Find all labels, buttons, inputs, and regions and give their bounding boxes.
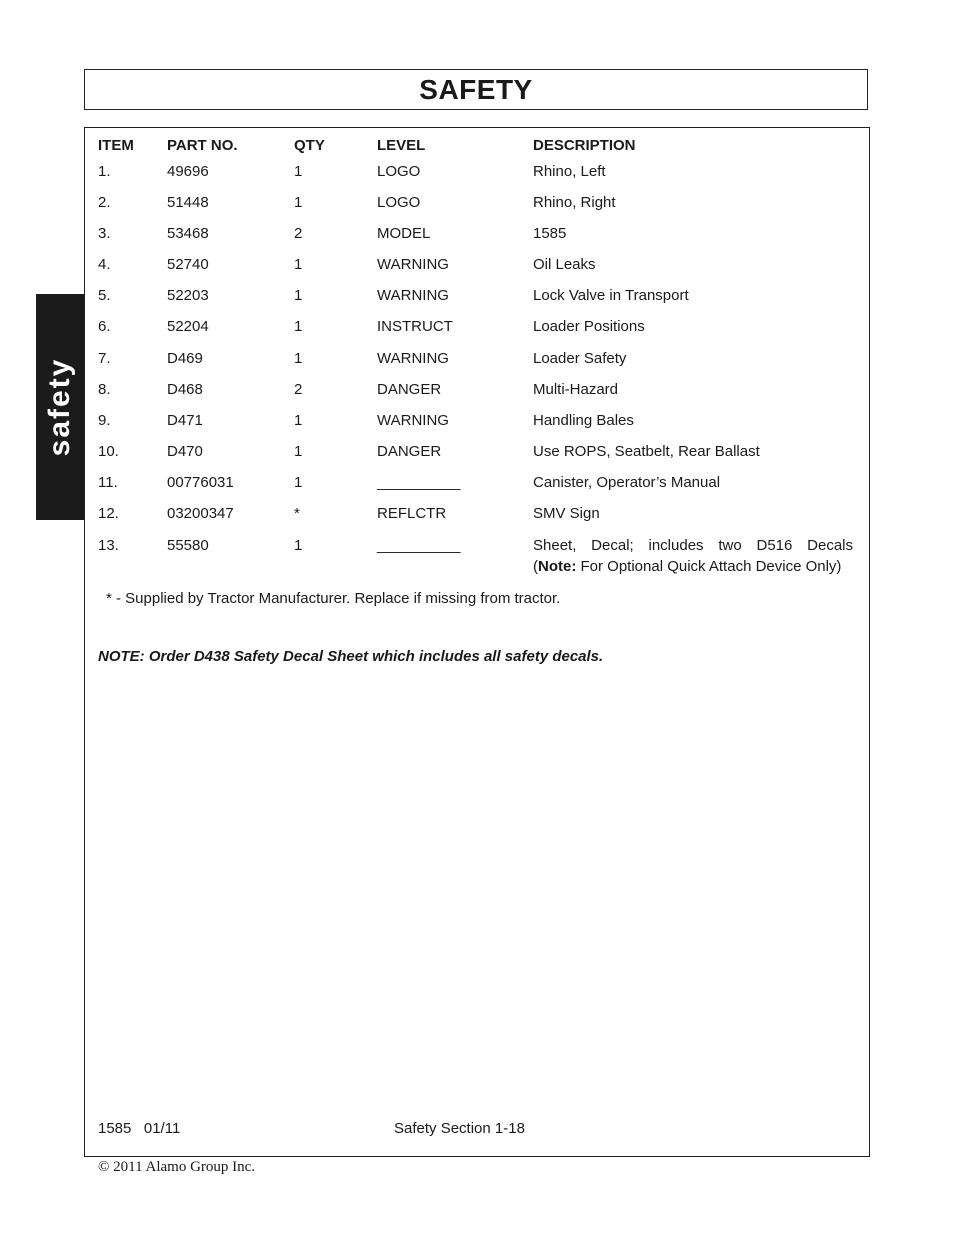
cell-item: 11. [98,474,118,491]
cell-part-no: 00776031 [167,474,234,491]
cell-level: LOGO [377,194,421,211]
cell-level: WARNING [377,412,449,429]
cell-qty: * [294,505,300,522]
page-title-box [84,69,868,110]
cell-qty: 2 [294,381,303,398]
cell-description: Lock Valve in Transport [533,287,689,304]
cell-part-no: 52203 [167,287,209,304]
table-row [0,443,954,463]
copyright: © 2011 Alamo Group Inc. [98,1159,256,1175]
cell-item: 2. [98,194,111,211]
cell-description: Loader Safety [533,350,627,367]
cell-item: 1. [98,163,111,180]
description-note-text: For Optional Quick Attach Device Only) [576,558,842,575]
cell-item: 8. [98,381,111,398]
table-row [0,163,954,183]
cell-item: 4. [98,256,111,273]
cell-part-no: 55580 [167,537,209,554]
description-word: Sheet, [533,537,577,554]
cell-description: 1585 [533,225,567,242]
table-row [0,505,954,525]
cell-level: INSTRUCT [377,318,453,335]
cell-description-multiline [533,535,853,577]
cell-qty: 1 [294,443,303,460]
table-row [0,318,954,338]
cell-qty: 1 [294,287,303,304]
cell-level: WARNING [377,350,449,367]
cell-level: WARNING [377,256,449,273]
footnote: * - Supplied by Tractor Manufacturer. Replace if missing from tractor. [106,590,561,607]
cell-part-no: D471 [167,412,203,429]
description-word: includes [648,537,704,554]
cell-part-no: D468 [167,381,203,398]
cell-qty: 1 [294,194,303,211]
header-item: ITEM [98,137,134,154]
cell-level: __________ [377,474,461,491]
description-line-1 [533,535,853,556]
cell-part-no: 51448 [167,194,209,211]
cell-level: LOGO [377,163,421,180]
cell-item: 7. [98,350,111,367]
table-row [0,287,954,307]
side-tab-label: safety [43,357,76,457]
order-note: NOTE: Order D438 Safety Decal Sheet which includes all safety decals. [98,648,604,665]
cell-item: 5. [98,287,111,304]
cell-qty: 1 [294,537,303,554]
cell-description: Use ROPS, Seatbelt, Rear Ballast [533,443,760,460]
cell-qty: 1 [294,318,303,335]
cell-description: Handling Bales [533,412,634,429]
table-row [0,474,954,494]
description-word: Decal; [591,537,634,554]
cell-level: __________ [377,537,461,554]
description-word: two [718,537,742,554]
cell-item: 10. [98,443,119,460]
cell-qty: 1 [294,412,303,429]
cell-qty: 1 [294,350,303,367]
cell-part-no: 53468 [167,225,209,242]
description-word: D516 [756,537,793,554]
cell-item: 9. [98,412,111,429]
cell-part-no: 03200347 [167,505,234,522]
table-row [0,194,954,214]
cell-description: Loader Positions [533,318,645,335]
cell-item: 3. [98,225,111,242]
footer-model-date: 1585 01/11 [98,1120,181,1137]
cell-qty: 1 [294,163,303,180]
cell-part-no: 49696 [167,163,209,180]
cell-item: 6. [98,318,111,335]
cell-part-no: D469 [167,350,203,367]
table-row [0,381,954,401]
header-level: LEVEL [377,137,426,154]
content-frame [84,127,870,1157]
description-word: Decals [807,537,853,554]
cell-part-no: D470 [167,443,203,460]
description-line-2 [533,556,853,577]
cell-description: Rhino, Right [533,194,616,211]
cell-description: SMV Sign [533,505,600,522]
cell-level: REFLCTR [377,505,447,522]
cell-qty: 1 [294,256,303,273]
cell-description: Rhino, Left [533,163,606,180]
description-note-label: Note: [538,558,577,575]
table-row [0,256,954,276]
cell-description: Multi-Hazard [533,381,619,398]
cell-level: MODEL [377,225,431,242]
header-description: DESCRIPTION [533,137,636,154]
cell-description: Canister, Operator’s Manual [533,474,721,491]
table-row [0,412,954,432]
cell-description: Oil Leaks [533,256,596,273]
table-row [0,225,954,245]
cell-item: 13. [98,537,119,554]
cell-level: DANGER [377,443,442,460]
table-row [0,350,954,370]
cell-qty: 1 [294,474,303,491]
cell-part-no: 52204 [167,318,209,335]
footer-section-page: Safety Section 1-18 [394,1120,525,1137]
cell-level: DANGER [377,381,442,398]
cell-level: WARNING [377,287,449,304]
page-title: SAFETY [419,73,533,105]
header-part-no: PART NO. [167,137,238,154]
header-qty: QTY [294,137,325,154]
cell-part-no: 52740 [167,256,209,273]
cell-item: 12. [98,505,119,522]
cell-qty: 2 [294,225,303,242]
description-open-paren: ( [533,558,538,575]
